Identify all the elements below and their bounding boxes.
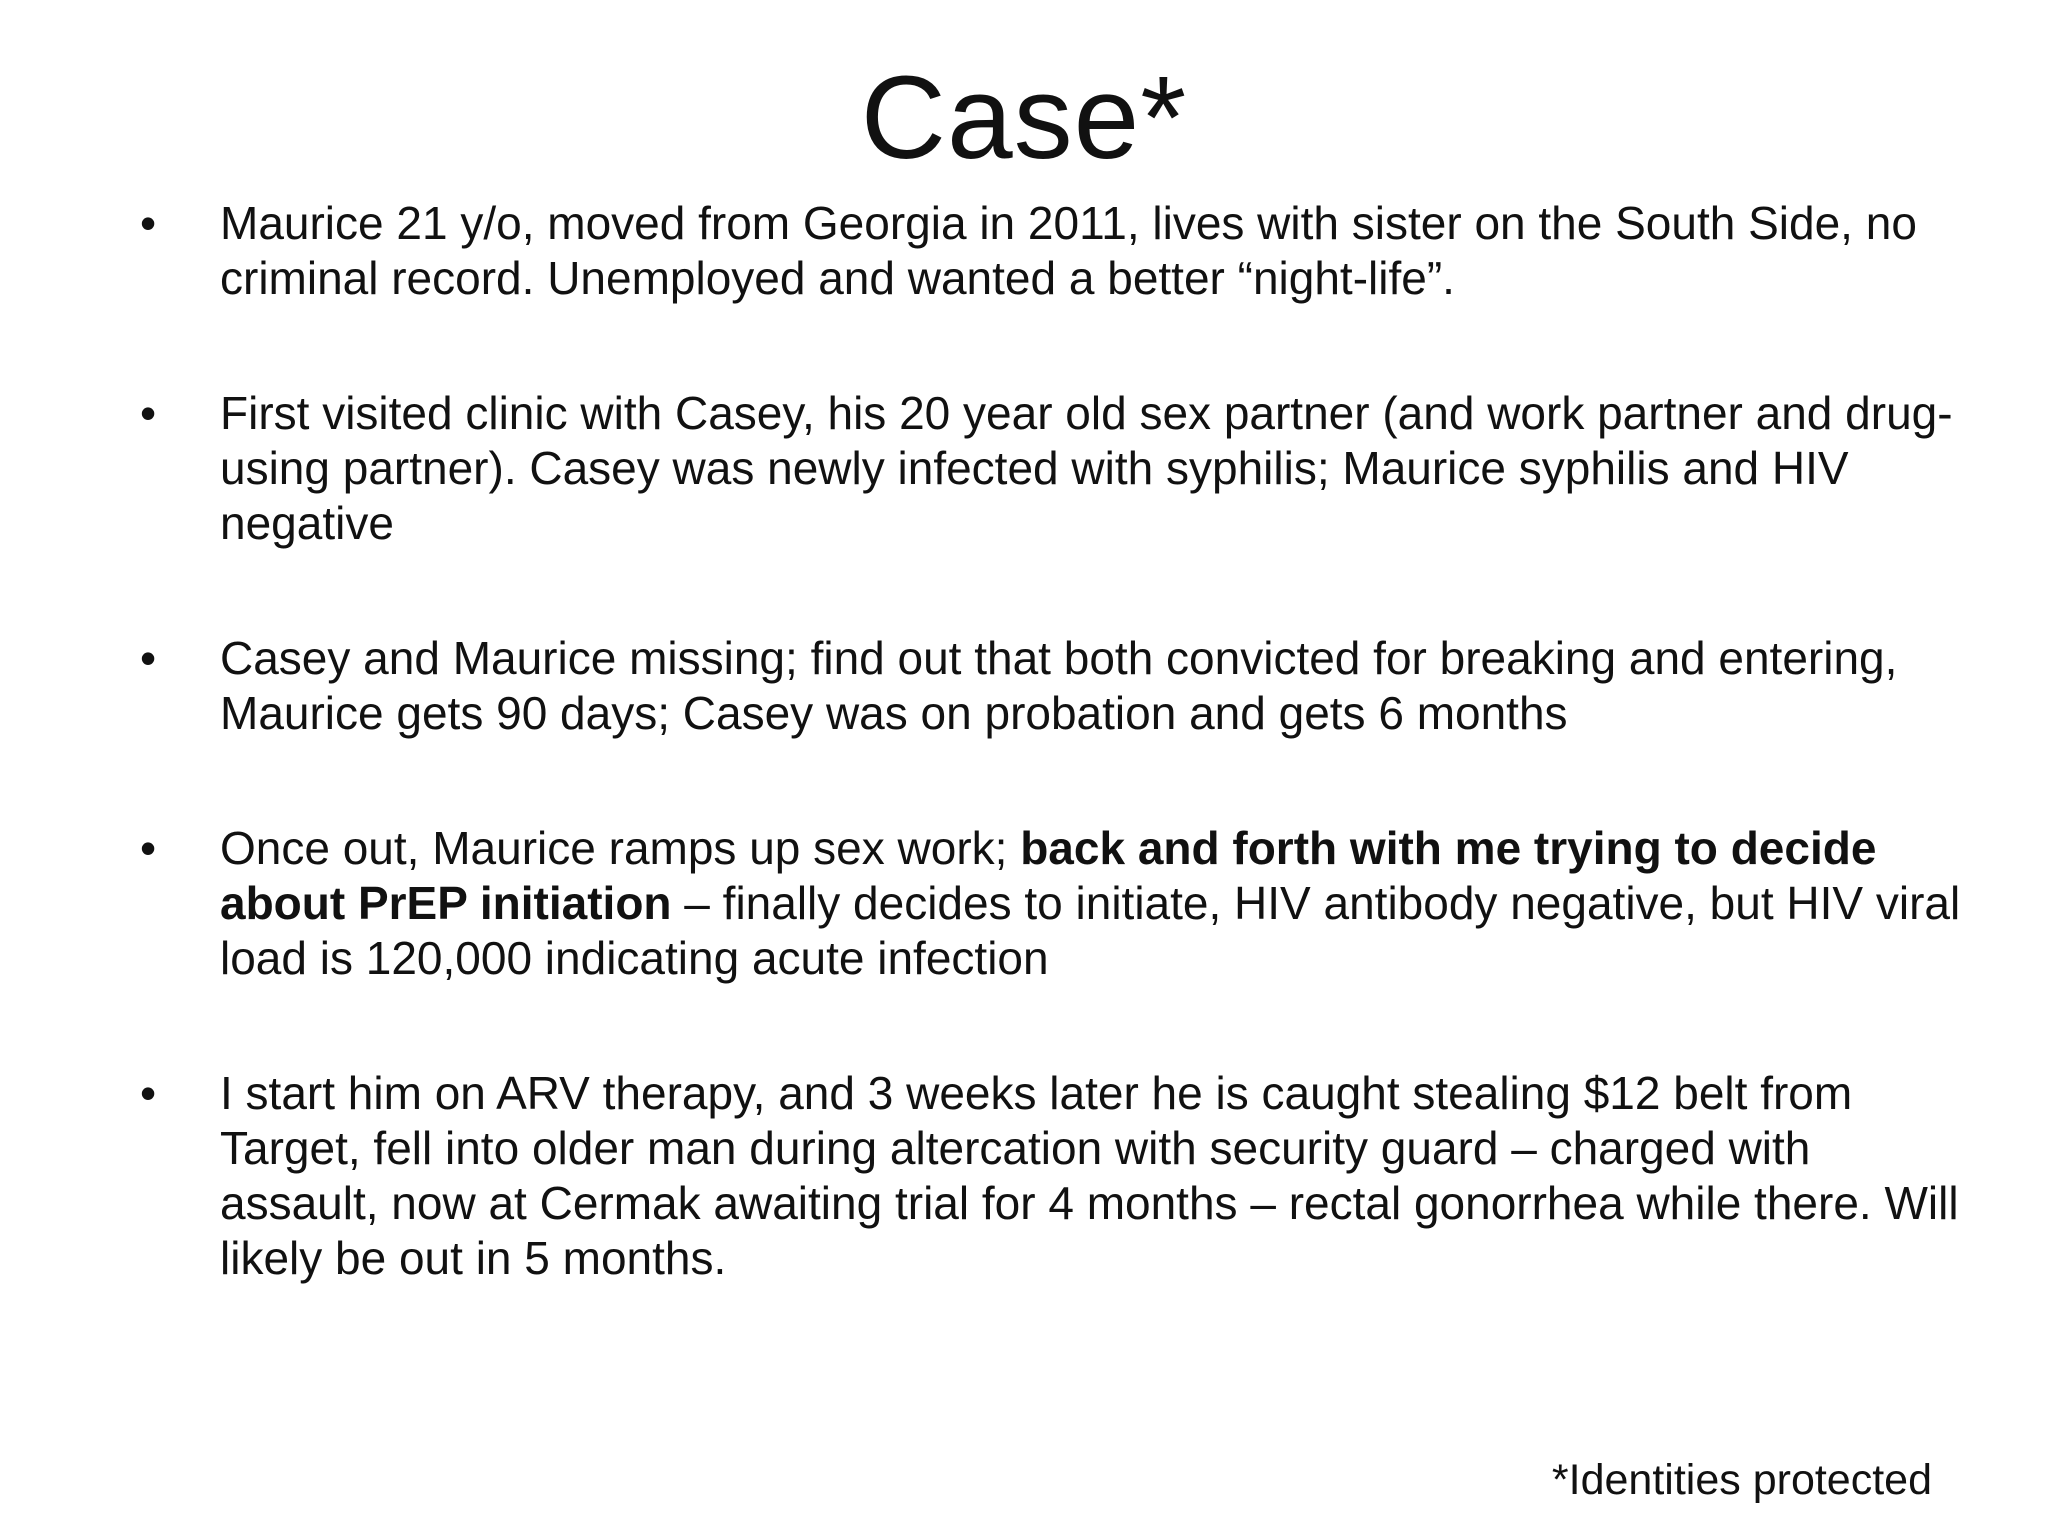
bullet-text-emphasis: back and forth with me trying to decide about PrEP initiation <box>220 822 1877 929</box>
bullet-text: I start him on ARV therapy, and 3 weeks later he is caught stealing $12 belt from Target, fell into older man during altercation with security guard – charged with assault, now at Cermak awaiting trial for 4 months – rectal gonorrhea while there. Will likely be out in 5 months. <box>220 1067 1959 1284</box>
bullet-item <box>140 631 1970 741</box>
bullet-item <box>140 196 1970 306</box>
footnote: *Identities protected <box>1551 1456 1932 1504</box>
bullet-text: Casey and Maurice missing; find out that both convicted for breaking and entering, Maurice gets 90 days; Casey was on probation and gets 6 months <box>220 632 1898 739</box>
bullet-text-segment: – finally decides to initiate, HIV antibody negative, but HIV viral load is 120,000 indicating acute infection <box>220 877 1961 984</box>
bullet-marker: • <box>140 1067 157 1119</box>
bullet-text: First visited clinic with Casey, his 20 year old sex partner (and work partner and drug-using partner). Casey was newly infected with syphilis; Maurice syphilis and HIV negative <box>220 387 1953 549</box>
bullet-marker: • <box>140 387 157 439</box>
bullet-text: Maurice 21 y/o, moved from Georgia in 2011, lives with sister on the South Side, no criminal record. Unemployed and wanted a better “night-life”. <box>220 197 1917 304</box>
slide-title: Case* <box>860 52 1188 184</box>
bullet-marker: • <box>140 822 157 874</box>
bullet-text-segment: Once out, Maurice ramps up sex work; <box>220 822 1021 874</box>
bullet-marker: • <box>140 632 157 684</box>
bullet-item <box>140 386 1970 551</box>
bullet-marker: • <box>140 197 157 249</box>
bullet-text <box>220 822 1960 984</box>
bullet-item <box>140 821 1970 986</box>
bullet-list <box>140 196 1970 1286</box>
bullet-item <box>140 1066 1970 1286</box>
